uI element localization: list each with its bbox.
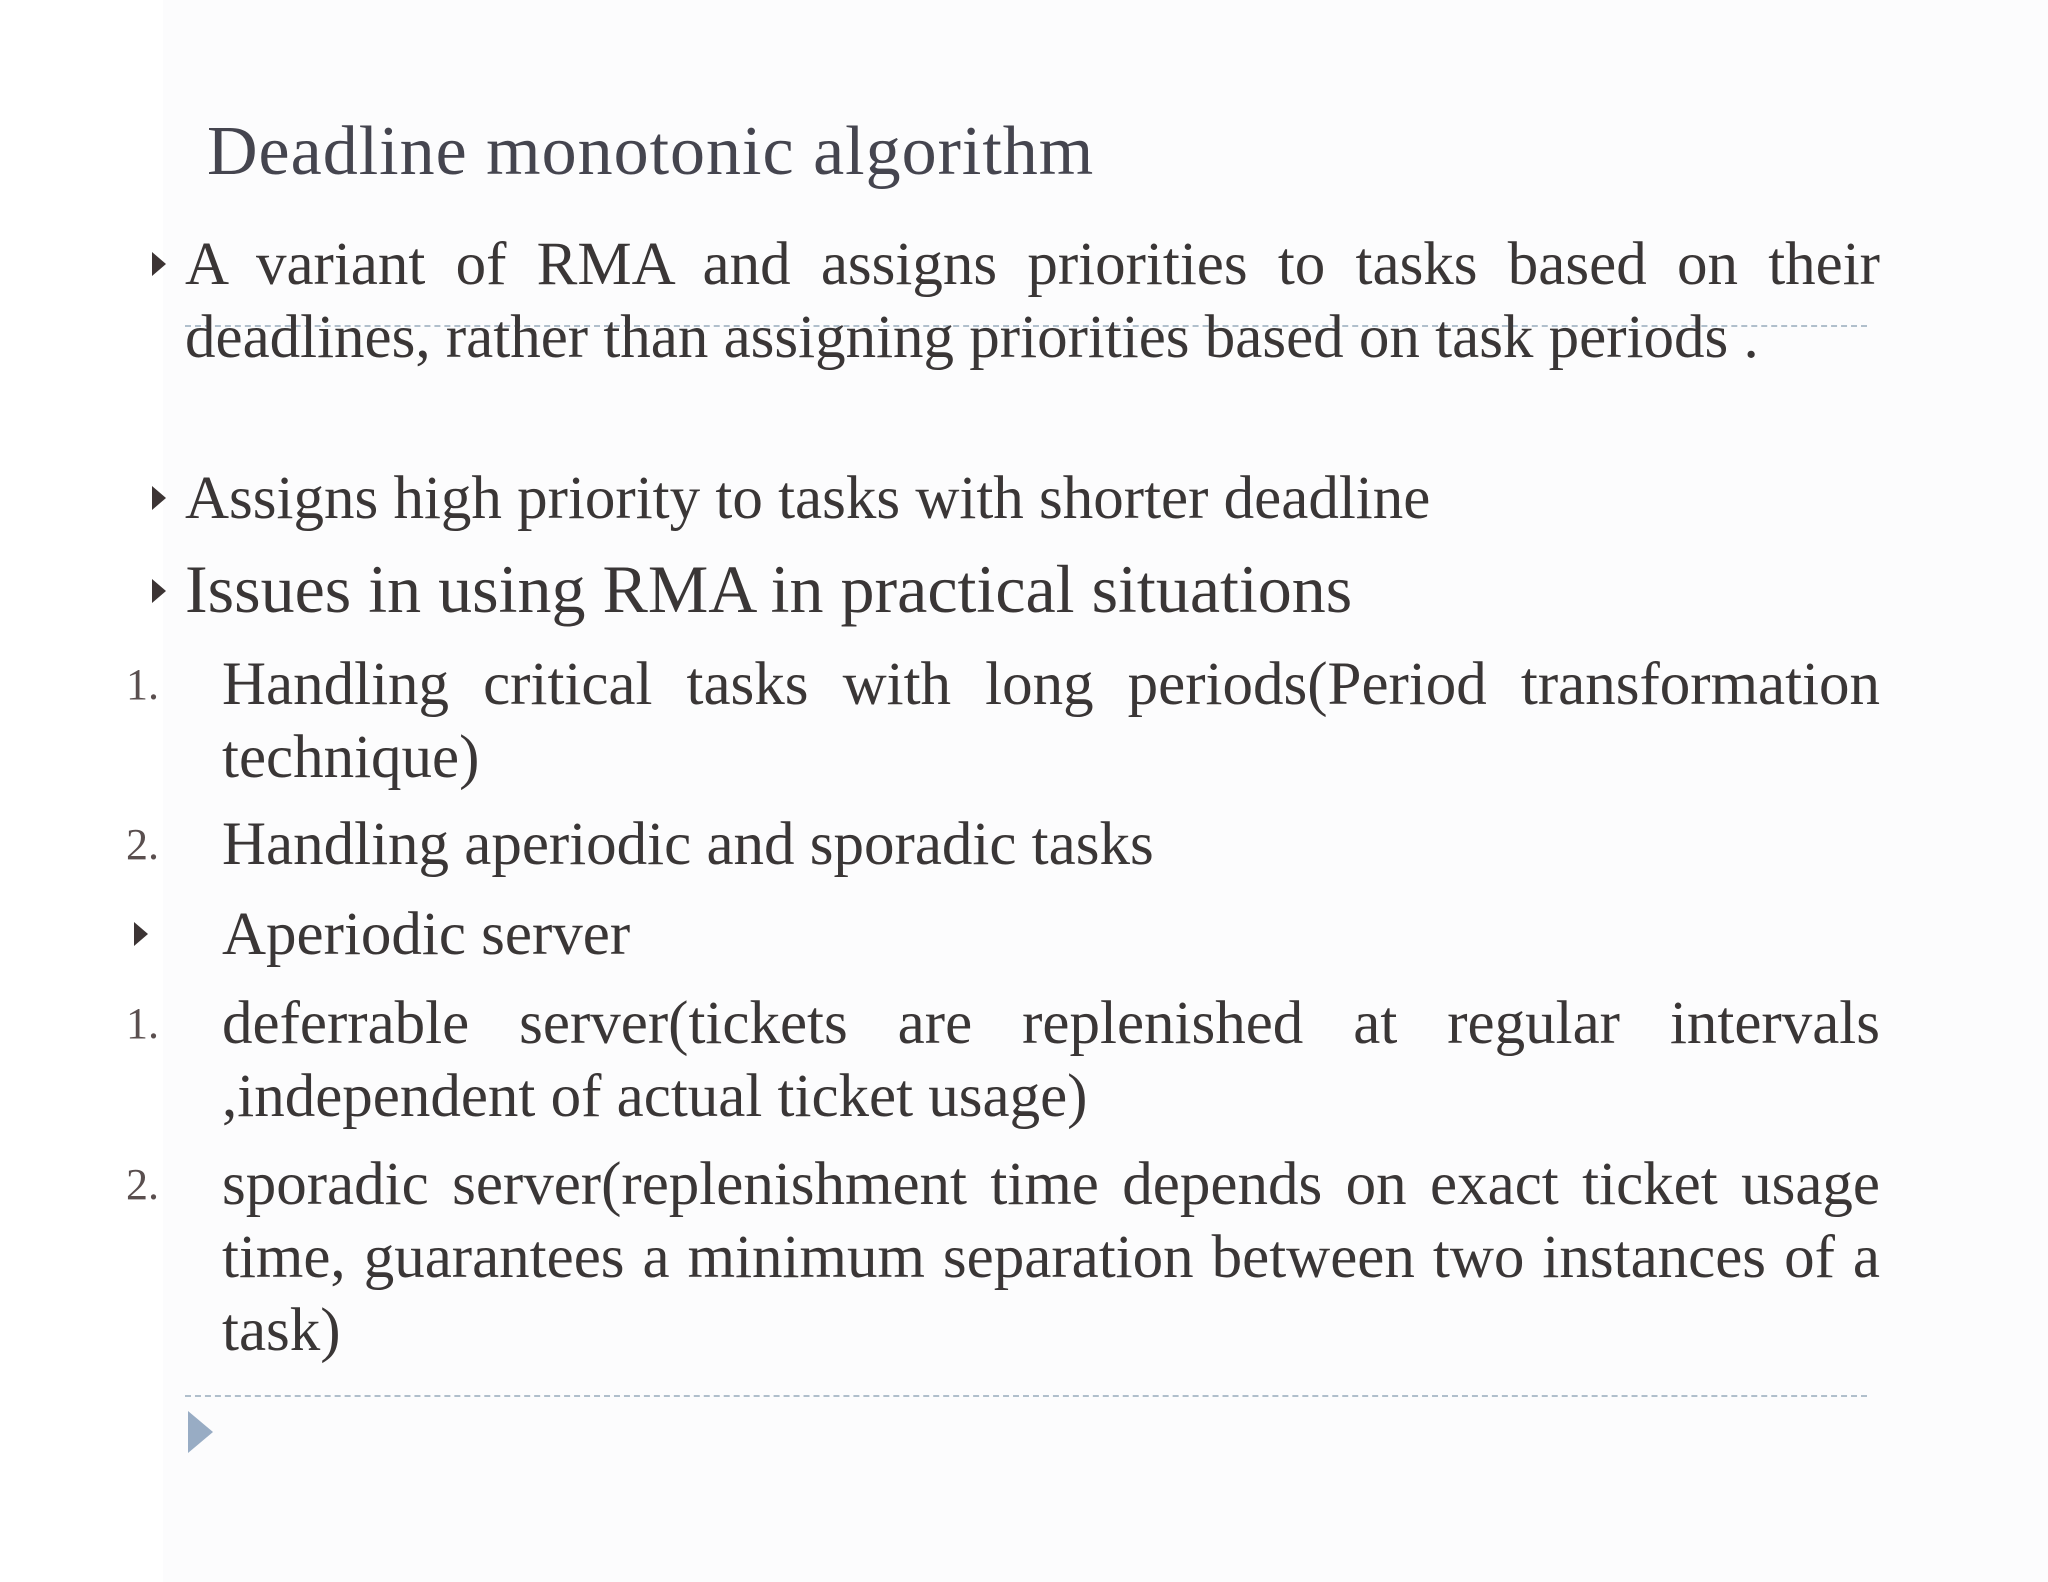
bullet-arrow-icon xyxy=(152,252,166,276)
footer-triangle-icon xyxy=(188,1411,213,1453)
list-number: 1. xyxy=(126,999,159,1048)
divider-bottom xyxy=(185,1395,1867,1397)
numbered-text: Handling critical tasks with long periods(Period transformation technique) xyxy=(222,651,1880,791)
slide-title: Deadline monotonic algorithm xyxy=(207,113,1095,190)
bullet-text: A variant of RMA and assigns priorities to tasks based on their deadlines, rather than assigning priorities based on task periods . xyxy=(185,231,1880,371)
bullet-text: Aperiodic server xyxy=(222,901,631,968)
bullet-text: Issues in using RMA in practical situations xyxy=(185,551,1353,627)
bullet-arrow-icon xyxy=(152,579,166,603)
numbered-text: Handling aperiodic and sporadic tasks xyxy=(222,811,1154,878)
list-number: 2. xyxy=(126,820,159,869)
list-number: 1. xyxy=(126,660,159,709)
bullet-arrow-icon xyxy=(152,486,166,510)
bullet-text: Assigns high priority to tasks with shorter deadline xyxy=(185,465,1431,532)
numbered-text: sporadic server(replenishment time depends on exact ticket usage time, guarantees a minimum separation between two instances of a task) xyxy=(222,1151,1880,1364)
list-number: 2. xyxy=(126,1160,159,1209)
bullet-arrow-icon xyxy=(134,922,148,946)
numbered-text: deferrable server(tickets are replenished at regular intervals ,independent of actual ticket usage) xyxy=(222,990,1880,1130)
